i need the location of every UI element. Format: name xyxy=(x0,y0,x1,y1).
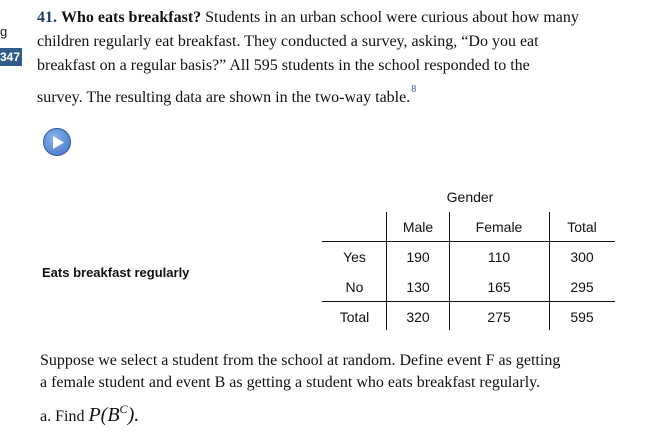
question-line-2: a female student and event B as getting a student who eats breakfast regularly. xyxy=(40,374,541,391)
cell-total-male: 320 xyxy=(406,309,430,325)
column-header-total: Total xyxy=(567,219,597,235)
cell-no-male: 130 xyxy=(406,279,430,295)
table-rule xyxy=(322,301,615,302)
table-rule xyxy=(549,212,550,330)
column-header-female: Female xyxy=(475,219,523,235)
row-label-total: Total xyxy=(339,309,370,325)
question-line-1: Suppose we select a student from the school at random. Define event F as getting xyxy=(40,352,561,369)
probability-expression xyxy=(88,404,139,426)
cell-total-total: 595 xyxy=(570,309,594,325)
problem-line-4-text: survey. The resulting data are shown in the two-way table. xyxy=(37,89,411,106)
row-label-no: No xyxy=(345,279,364,295)
problem-number: 41. xyxy=(37,9,57,26)
cell-total-female: 275 xyxy=(487,309,511,325)
question-text xyxy=(40,350,640,394)
table-rule xyxy=(449,212,450,330)
margin-tag: g xyxy=(0,24,8,39)
footnote-link[interactable]: 8 xyxy=(411,84,417,95)
table-rule xyxy=(386,212,387,330)
row-label-yes: Yes xyxy=(343,249,366,265)
problem-line-1 xyxy=(37,6,647,30)
cell-yes-total: 300 xyxy=(570,249,594,265)
part-a xyxy=(40,404,139,427)
problem-title: Who eats breakfast? xyxy=(61,9,202,26)
prob-p: P(B xyxy=(88,404,120,426)
problem-line-4 xyxy=(37,86,647,112)
column-group-label: Gender xyxy=(446,189,494,205)
row-group-label: Eats breakfast regularly xyxy=(42,265,190,280)
problem-line-1-text: Students in an urban school were curious about how many xyxy=(205,9,579,26)
column-header-male: Male xyxy=(402,219,434,235)
table-rule xyxy=(322,241,615,242)
play-icon xyxy=(51,135,65,150)
problem-line-2: children regularly eat breakfast. They conducted a survey, asking, “Do you eat xyxy=(37,33,539,50)
cell-no-total: 295 xyxy=(570,279,594,295)
part-a-label: a. Find xyxy=(40,408,85,425)
prob-complement: C xyxy=(119,402,128,416)
cell-no-female: 165 xyxy=(487,279,511,295)
page-ref-badge[interactable]: 347 xyxy=(0,50,21,64)
problem-line-3: breakfast on a regular basis?” All 595 students in the school responded to the xyxy=(37,57,530,74)
play-video-button[interactable] xyxy=(43,128,71,156)
problem-text xyxy=(37,6,647,112)
cell-yes-female: 110 xyxy=(487,249,511,265)
cell-yes-male: 190 xyxy=(406,249,430,265)
prob-close: ). xyxy=(127,404,140,426)
